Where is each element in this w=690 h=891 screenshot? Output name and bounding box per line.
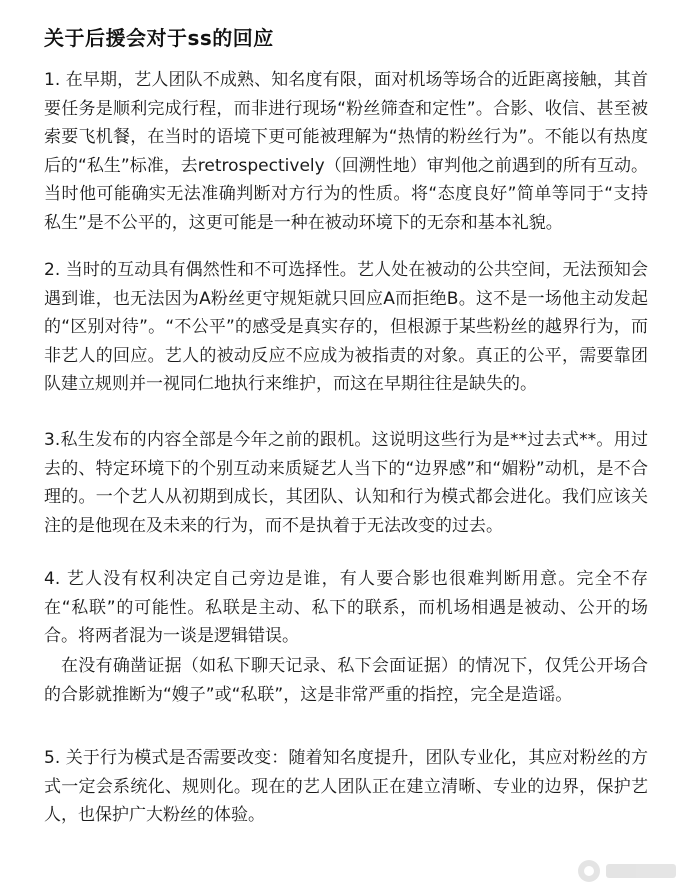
paragraph-4-continued: 在没有确凿证据（如私下聊天记录、私下会面证据）的情况下，仅凭公开场合的合影就推断为“嫂子”或“私联”，这是非常严重的指控，完全是造谣。 — [44, 656, 648, 705]
paragraph-1: 1. 在早期，艺人团队不成熟、知名度有限，面对机场等场合的近距离接触，其首要任务是顺利完成行程，而非进行现场“粉丝筛查和定性”。合影、收信、甚至被索要飞机餐，在当时的语境下更可能被理解为“热情的粉丝行为”。不能以有热度后的“私生”标准，去retrospectively（回溯性地）审判他之前遇到的所有互动。当时他可能确实无法准确判断对方行为的性质。将“态度良好”简单等同于“支持私生”是不公平的，这更可能是一种在被动环境下的无奈和基本礼貌。 — [44, 70, 648, 233]
watermark — [578, 860, 676, 882]
watermark-text-blur — [606, 864, 676, 878]
document-title: 关于后援会对于ss的回应 — [44, 26, 274, 50]
paragraph-2: 2. 当时的互动具有偶然性和不可选择性。艺人处在被动的公共空间，无法预知会遇到谁，也无法因为A粉丝更守规矩就只回应A而拒绝B。这不是一场他主动发起的“区别对待”。“不公平”的感受是真实存的，但根源于某些粉丝的越界行为，而非艺人的回应。艺人的被动反应不应成为被指责的对象。真正的公平，需要靠团队建立规则并一视同仁地执行来维护，而这在早期往往是缺失的。 — [44, 260, 648, 394]
paragraph-3: 3.私生发布的内容全部是今年之前的跟机。这说明这些行为是**过去式**。用过去的、特定环境下的个别互动来质疑艺人当下的“边界感”和“媚粉”动机，是不合理的。一个艺人从初期到成长，其团队、认知和行为模式都会进化。我们应该关注的是他现在及未来的行为，而不是执着于无法改变的过去。 — [44, 430, 648, 536]
watermark-logo-icon — [578, 860, 600, 882]
paragraph-5: 5. 关于行为模式是否需要改变：随着知名度提升，团队专业化，其应对粉丝的方式一定会系统化、规则化。现在的艺人团队正在建立清晰、专业的边界，保护艺人，也保护广大粉丝的体验。 — [44, 748, 648, 825]
paragraph-4: 4. 艺人没有权利决定自己旁边是谁，有人要合影也很难判断用意。完全不存在“私联”的可能性。私联是主动、私下的联系，而机场相遇是被动、公开的场合。将两者混为一谈是逻辑错误。 — [44, 569, 648, 646]
